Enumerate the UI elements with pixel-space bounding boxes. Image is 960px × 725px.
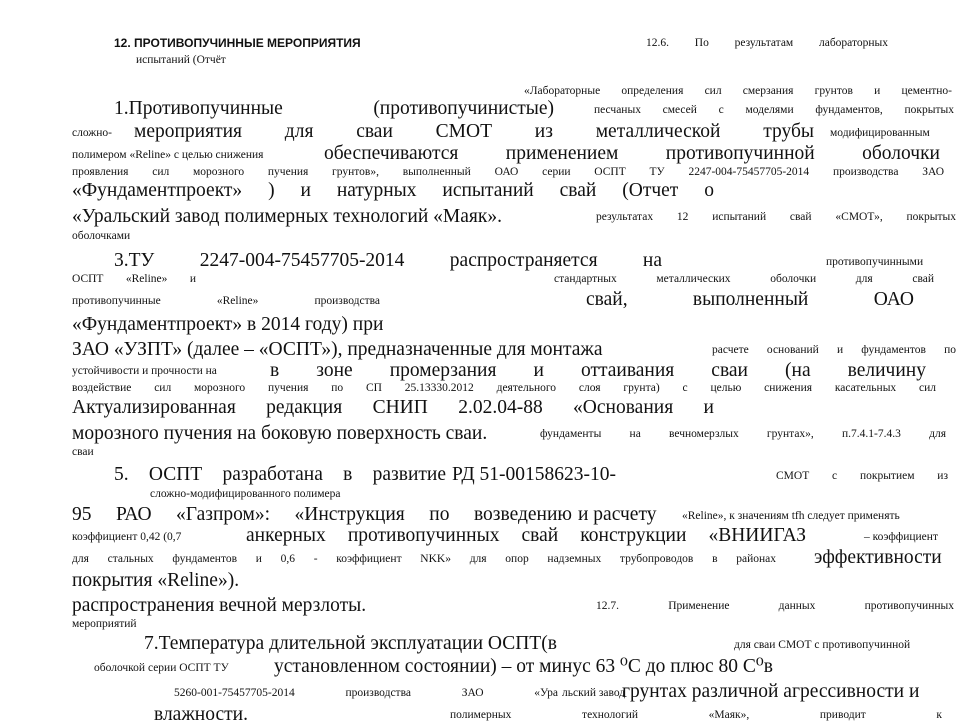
right-text-line: сложно-модифицированного полимера bbox=[150, 488, 341, 500]
section-heading: 12. ПРОТИВОПУЧИННЫЕ МЕРОПРИЯТИЯ bbox=[114, 36, 361, 50]
body-text-line: «Фундаментпроект» ) и натурных испытаний свай (Отчет о bbox=[72, 180, 714, 201]
body-text-line: распространения вечной мерзлоты. bbox=[72, 595, 367, 616]
right-text-line: полимерных технологий «Маяк», приводит к bbox=[450, 709, 942, 721]
right-text-line: сваи bbox=[72, 446, 94, 458]
body-text-line: 95 РАО «Газпром»: «Инструкция по возведению bbox=[72, 504, 572, 525]
body-text-line: РД 51-00158623-10- bbox=[452, 464, 617, 485]
right-text-line: ОСПТ «Reline» и bbox=[72, 273, 196, 285]
right-text-line: оболочкой серии ОСПТ ТУ bbox=[94, 662, 229, 674]
body-text-line: Актуализированная редакция СНИП 2.02.04-88 «Основания и bbox=[72, 397, 714, 418]
body-text-line: покрытия «Reline»). bbox=[72, 570, 240, 591]
body-text-line: ЗАО «УЗПТ» (далее – «ОСПТ»), предназначенные для монтажа bbox=[72, 339, 603, 360]
right-text-line: льский завод bbox=[562, 687, 626, 699]
body-text-line: 3.ТУ 2247-004-75457705-2014 распространяется на bbox=[114, 250, 662, 271]
right-text-line: оболочками bbox=[72, 230, 131, 242]
body-text-line: грунтах различной агрессивности и bbox=[622, 681, 920, 702]
right-text-line: мероприятий bbox=[72, 618, 137, 630]
body-text-line: 1.Противопучинные (противопучинистые) bbox=[114, 98, 554, 119]
right-text-line: полимером «Reline» с целью снижения bbox=[72, 149, 264, 161]
right-text-line: «Лабораторные определения сил смерзания грунтов и цементно- bbox=[524, 85, 952, 97]
right-text-line: противопучинные «Reline» производства bbox=[72, 295, 380, 307]
right-text-line: для стальных фундаментов и 0,6 - коэффициент NKK» для опор надземных трубопроводов в районах bbox=[72, 553, 776, 565]
right-text-line: результатах 12 испытаний свай «СМОТ», покрытых bbox=[596, 211, 956, 223]
right-text-line: 12.6. По результатам лабораторных bbox=[646, 37, 888, 49]
body-text-line: эффективности bbox=[814, 547, 942, 568]
body-text-line: анкерных противопучинных свай конструкции «ВНИИГАЗ bbox=[246, 525, 806, 546]
right-text-line: испытаний (Отчёт bbox=[136, 54, 226, 66]
body-text-line: 7.Температура длительной эксплуатации ОСПТ(в bbox=[144, 633, 557, 654]
body-text-line: и расчету bbox=[578, 504, 657, 525]
body-text-line: 5. ОСПТ разработана в развитие bbox=[114, 464, 446, 485]
right-text-line: устойчивости и прочности на bbox=[72, 365, 217, 377]
right-text-line: противопучинными bbox=[826, 256, 924, 268]
right-text-line: песчаных смесей с моделями фундаментов, покрытых bbox=[594, 104, 954, 116]
right-text-line: проявления сил морозного пучения грунтов», выполненный ОАО серии ОСПТ ТУ 2247-004-75457705-2014 производства ЗАО bbox=[72, 166, 944, 178]
right-text-line: воздействие сил морозного пучения по СП 25.13330.2012 деятельного слоя грунта) с целью снижения касательных сил bbox=[72, 382, 936, 394]
body-text-line: мероприятия для сваи СМОТ из металлической трубы bbox=[134, 121, 814, 142]
body-text-line: свай, выполненный ОАО bbox=[586, 289, 914, 310]
right-text-line: СМОТ с покрытием из bbox=[776, 470, 948, 482]
body-text-line: «Фундаментпроект» в 2014 году) при bbox=[72, 314, 384, 335]
body-text-line: обеспечиваются применением противопучинной оболочки bbox=[324, 143, 940, 164]
right-text-line: «Reline», к значениям tfh следует применять bbox=[682, 510, 900, 522]
right-text-line: – коэффициент bbox=[864, 531, 938, 543]
right-text-line: 12.7. Применение данных противопучинных bbox=[596, 600, 954, 612]
body-text-line: установленном состоянии) – от минус 63 ⁰С до плюс 80 С⁰в bbox=[274, 656, 773, 677]
right-text-line: модифицированным bbox=[830, 127, 930, 139]
right-text-line: стандартных металлических оболочки для свай bbox=[554, 273, 934, 285]
body-text-line: морозного пучения на боковую поверхность сваи. bbox=[72, 423, 488, 444]
right-text-line: коэффициент 0,42 (0,7 bbox=[72, 531, 182, 543]
right-text-line: фундаменты на вечномерзлых грунтах», п.7.4.1-7.4.3 для bbox=[540, 428, 946, 440]
right-text-line: расчете оснований и фундаментов по bbox=[712, 344, 956, 356]
right-text-line: сложно- bbox=[72, 127, 112, 139]
right-text-line: 5260-001-75457705-2014 производства ЗАО «Ура bbox=[174, 687, 558, 699]
body-text-line: в зоне промерзания и оттаивания сваи (на величину bbox=[270, 360, 926, 381]
body-text-line: влажности. bbox=[154, 704, 248, 725]
body-text-line: «Уральский завод полимерных технологий «Маяк». bbox=[72, 206, 502, 227]
right-text-line: для сваи СМОТ с противопучинной bbox=[734, 639, 911, 651]
